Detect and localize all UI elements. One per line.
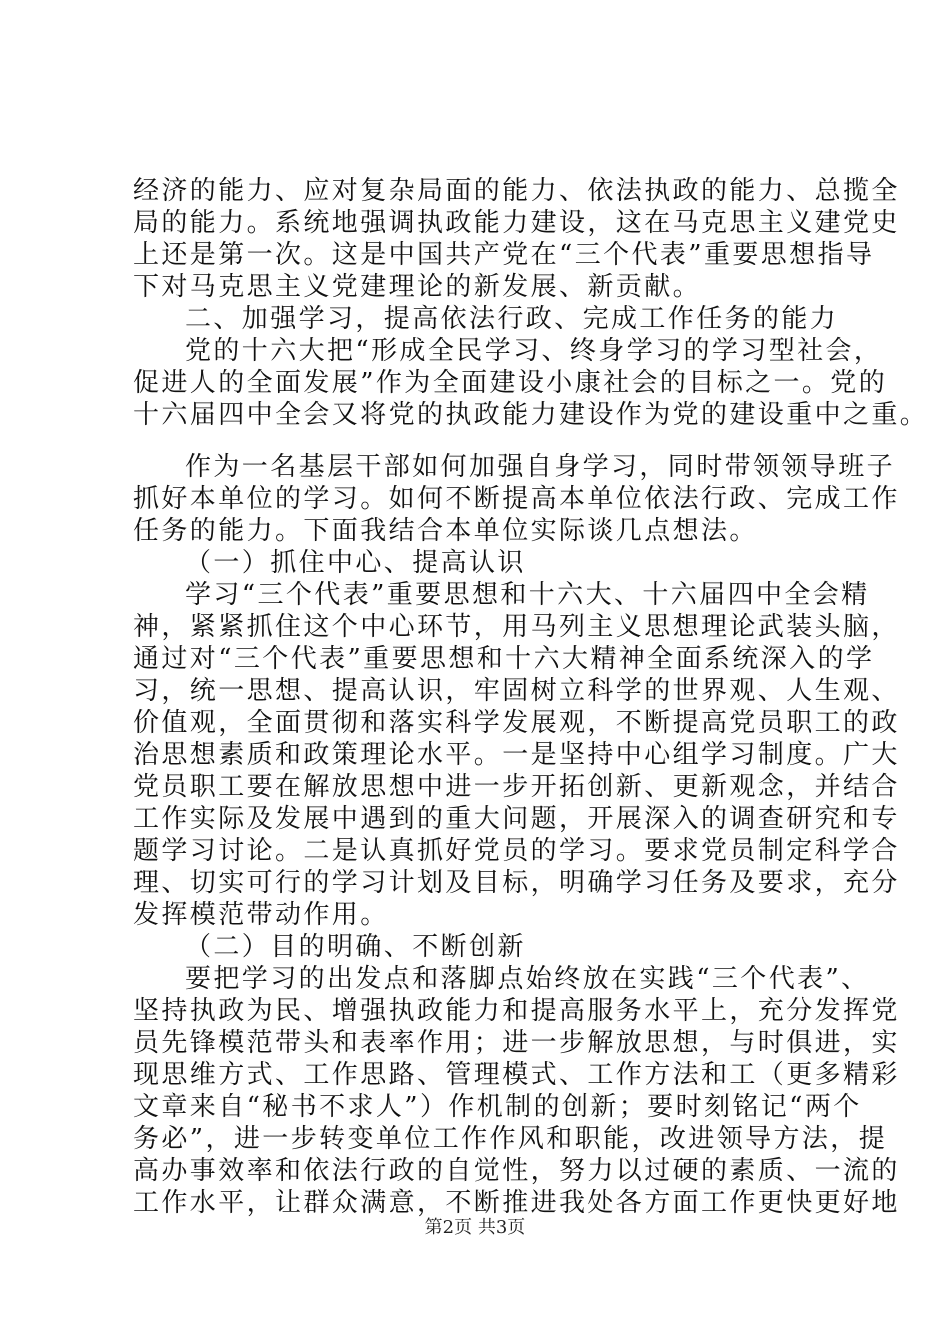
body-line: 价值观，全面贯彻和落实科学发展观，不断提高党员职工的政 [133, 708, 900, 738]
body-line: 促进人的全面发展”作为全面建设小康社会的目标之一。党的 [133, 368, 888, 398]
body-line: 作为一名基层干部如何加强自身学习，同时带领领导班子 [185, 452, 896, 482]
body-line: 党员职工要在解放思想中进一步开拓创新、更新观念，并结合 [133, 772, 900, 802]
body-line: 习，统一思想、提高认识，牢固树立科学的世界观、人生观、 [133, 676, 900, 706]
body-line: 任务的能力。下面我结合本单位实际谈几点想法。 [133, 516, 758, 546]
body-line: 神，紧紧抓住这个中心环节，用马列主义思想理论武装头脑， [133, 612, 900, 642]
body-line: 通过对“三个代表”重要思想和十六大精神全面系统深入的学 [133, 644, 875, 674]
body-line: 题学习讨论。二是认真抓好党员的学习。要求党员制定科学合 [133, 836, 900, 866]
body-line: 经济的能力、应对复杂局面的能力、依法执政的能力、总揽全 [133, 176, 900, 206]
body-line: 十六届四中全会又将党的执政能力建设作为党的建设重中之重。 [133, 400, 929, 430]
subsection-heading: （一）抓住中心、提高认识 [185, 548, 526, 578]
body-line: 现思维方式、工作思路、管理模式、工作方法和工（更多精彩 [133, 1060, 900, 1090]
body-line: 治思想素质和政策理论水平。一是坚持中心组学习制度。广大 [133, 740, 900, 770]
body-line: 工作实际及发展中遇到的重大问题，开展深入的调查研究和专 [133, 804, 900, 834]
body-line: 高办事效率和依法行政的自觉性，努力以过硬的素质、一流的 [133, 1156, 900, 1186]
body-line: 坚持执政为民、增强执政能力和提高服务水平上，充分发挥党 [133, 996, 900, 1026]
body-line: 上还是第一次。这是中国共产党在“三个代表”重要思想指导 [133, 240, 875, 270]
body-line: 发挥模范带动作用。 [133, 900, 389, 930]
body-line: 下对马克思主义党建理论的新发展、新贡献。 [133, 272, 702, 302]
body-line: 工作水平，让群众满意，不断推进我处各方面工作更快更好地 [133, 1188, 900, 1218]
body-line: 理、切实可行的学习计划及目标，明确学习任务及要求，充分 [133, 868, 900, 898]
body-line: 文章来自“秘书不求人”）作机制的创新；要时刻铭记“两个 [133, 1092, 862, 1122]
body-line: 务必”，进一步转变单位工作作风和职能，改进领导方法，提 [133, 1124, 888, 1154]
body-line: 要把学习的出发点和落脚点始终放在实践“三个代表”、 [185, 964, 870, 994]
body-line: 局的能力。系统地强调执政能力建设，这在马克思主义建党史 [133, 208, 900, 238]
page-number-footer: 第2页 共3页 [424, 1217, 526, 1238]
body-line: 学习“三个代表”重要思想和十六大、十六届四中全会精 [185, 580, 870, 610]
section-heading: 二、加强学习，提高依法行政、完成工作任务的能力 [185, 304, 839, 334]
body-line: 员先锋模范带头和表率作用；进一步解放思想，与时俱进，实 [133, 1028, 900, 1058]
body-line: 党的十六大把“形成全民学习、终身学习的学习型社会， [185, 336, 883, 366]
body-line: 抓好本单位的学习。如何不断提高本单位依法行政、完成工作 [133, 484, 900, 514]
subsection-heading: （二）目的明确、不断创新 [185, 932, 526, 962]
